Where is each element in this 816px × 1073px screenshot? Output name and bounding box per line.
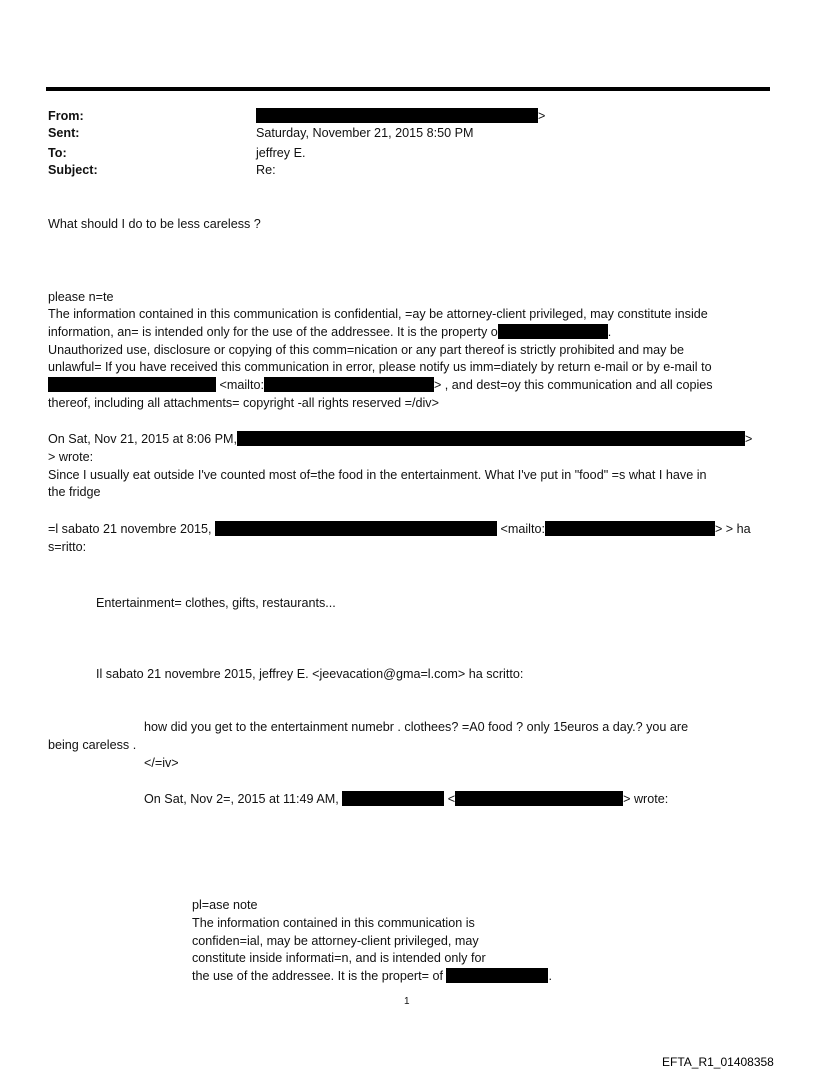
quoted-disclaimer-line: pl=ase note <box>192 898 258 912</box>
redaction-box <box>48 377 216 392</box>
quoted-disclaimer-line: constitute inside informati=n, and is intended only for <box>192 951 486 965</box>
reply-text: On Sat, Nov 21, 2015 at 8:06 PM, <box>48 432 238 446</box>
sent-label: Sent: <box>48 126 80 140</box>
from-label: From: <box>48 109 84 123</box>
disclaimer-text: information, an= is intended only for the use of the addressee. It is the property o <box>48 325 498 339</box>
quoted-body-line: how did you get to the entertainment numebr . clothees? =A0 food ? only 15euros a day.? you are <box>144 720 689 734</box>
disclaimer-text: the use of the addressee. It is the propert= of <box>192 969 443 983</box>
redaction-box <box>498 324 608 339</box>
disclaimer-line: thereof, including all attachments= copyright -all rights reserved =/div> <box>48 396 439 410</box>
reply-text: > <box>745 432 753 446</box>
to-value: jeffrey E. <box>256 146 306 160</box>
quoted-disclaimer-line <box>192 968 552 985</box>
quoted-header-line: Il sabato 21 novembre 2015, jeffrey E. <jeevacation@gma=l.com> ha scritto: <box>96 667 524 681</box>
redaction-box <box>342 791 444 806</box>
question-text: What should I do to be less careless ? <box>48 217 261 231</box>
redaction-box <box>264 377 434 392</box>
sent-value: Saturday, November 21, 2015 8:50 PM <box>256 126 474 140</box>
header-rule <box>46 87 770 91</box>
disclaimer-line: please n=te <box>48 290 114 304</box>
reply-text: =l sabato 21 novembre 2015, <box>48 522 212 536</box>
quoted-disclaimer-line: confiden=ial, may be attorney-client privileged, may <box>192 934 479 948</box>
document-id: EFTA_R1_01408358 <box>662 1055 774 1069</box>
disclaimer-line: The information contained in this communication is confidential, =ay be attorney-client privileged, may constitute inside <box>48 307 708 321</box>
reply-text: > > ha <box>714 522 751 536</box>
quoted-body-line: being careless . <box>48 738 137 752</box>
disclaimer-line: unlawful= If you have received this communication in error, please notify us imm=diately by return e-mail or by e-mail to <box>48 360 712 374</box>
redaction-box <box>545 521 715 536</box>
redaction-box <box>455 791 623 806</box>
disclaimer-text: > , and dest=oy this communication and all copies <box>433 378 713 392</box>
disclaimer-line <box>48 377 713 394</box>
redaction-box <box>256 108 538 123</box>
reply-text: <mailto: <box>500 522 545 536</box>
reply-header-line <box>48 431 752 448</box>
disclaimer-line <box>48 324 611 341</box>
disclaimer-line: Unauthorized use, disclosure or copying of this comm=nication or any part thereof is strictly prohibited and may be <box>48 343 684 357</box>
redaction-box <box>446 968 548 983</box>
from-suffix: > <box>538 109 546 123</box>
reply-text: < <box>447 792 456 806</box>
quoted-body-line: </=iv> <box>144 756 179 770</box>
quoted-header-line <box>144 791 668 808</box>
quoted-line: Entertainment= clothes, gifts, restaurants... <box>96 596 336 610</box>
reply-text: On Sat, Nov 2=, 2015 at 11:49 AM, <box>144 792 339 806</box>
reply-text: > wrote: <box>623 792 669 806</box>
reply-header-line: > wrote: <box>48 450 94 464</box>
redaction-box <box>237 431 745 446</box>
disclaimer-text: . <box>607 325 612 339</box>
redaction-box <box>215 521 497 536</box>
quoted-disclaimer-line: The information contained in this communication is <box>192 916 475 930</box>
reply-header-line <box>48 521 751 538</box>
to-label: To: <box>48 146 67 160</box>
disclaimer-text: . <box>548 969 552 983</box>
page-number: 1 <box>404 996 410 1007</box>
reply-body-line: Since I usually eat outside I've counted most of=the food in the entertainment. What I've put in "food" =s what I have in <box>48 468 707 482</box>
subject-value: Re: <box>256 163 276 177</box>
disclaimer-text: <mailto: <box>219 378 264 392</box>
reply-body-line: the fridge <box>48 485 101 499</box>
subject-label: Subject: <box>48 163 98 177</box>
reply-header-line: s=ritto: <box>48 540 87 554</box>
from-value <box>256 108 545 125</box>
